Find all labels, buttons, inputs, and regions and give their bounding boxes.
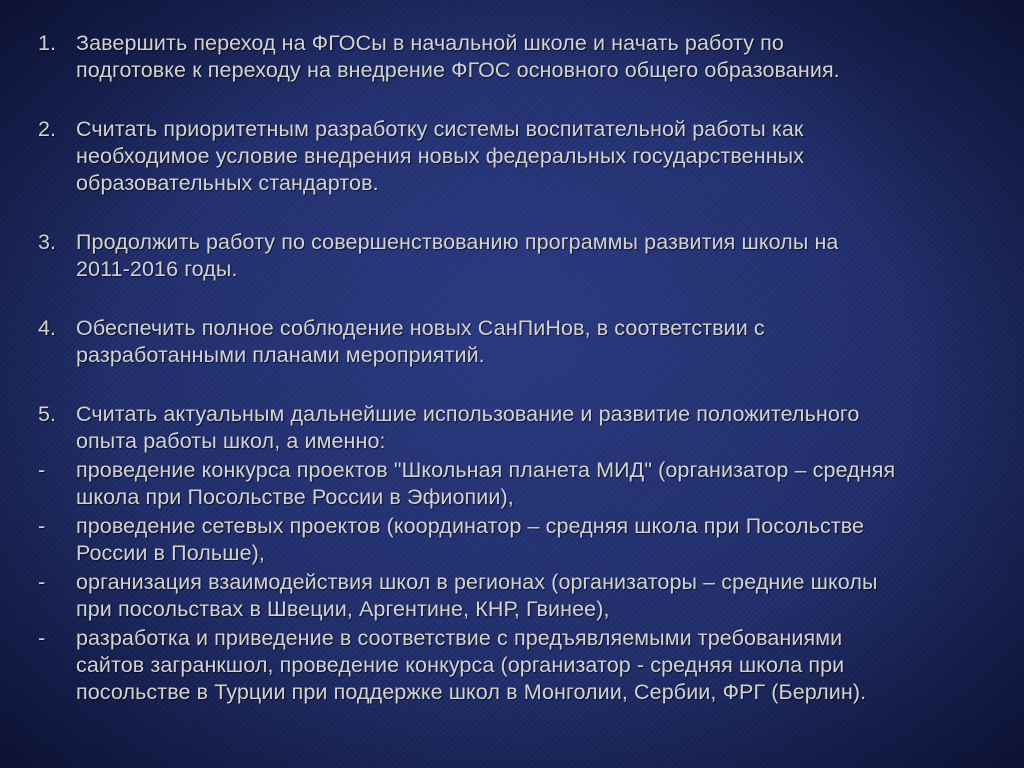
list-item-2-line-3: образовательных стандартов.	[76, 171, 379, 195]
sub-item-dash-2: -	[38, 514, 46, 538]
list-item-2-line-1: Считать приоритетным разработку системы воспитательной работы как	[76, 117, 804, 141]
sub-item-3-line-1: организация взаимодействия школ в регионах (организаторы – средние школы	[76, 570, 878, 594]
list-marker-3: 3.	[38, 230, 57, 254]
sub-item-1-line-1: проведение конкурса проектов "Школьная планета МИД" (организатор – средняя	[76, 458, 896, 482]
sub-item-1	[38, 457, 998, 511]
list-item-4-line-2: разработанными планами мероприятий.	[76, 343, 485, 367]
list-item-4-line-1: Обеспечить полное соблюдение новых СанПиНов, в соответствии с	[76, 316, 765, 340]
list-marker-4: 4.	[38, 316, 57, 340]
list-item-3-line-1: Продолжить работу по совершенствованию программы развития школы на	[76, 230, 839, 254]
sub-item-4	[38, 625, 998, 706]
list-item-2	[38, 116, 998, 197]
sub-item-2-line-2: России в Польше),	[76, 541, 265, 565]
sub-item-4-line-1: разработка и приведение в соответствие с предъявляемыми требованиями	[76, 626, 843, 650]
sub-item-dash-3: -	[38, 570, 46, 594]
sub-item-2-line-1: проведение сетевых проектов (координатор – средняя школа при Посольстве	[76, 514, 865, 538]
list-item-1-line-2: подготовке к переходу на внедрение ФГОС основного общего образования.	[76, 58, 840, 82]
list-item-3	[38, 229, 998, 283]
list-item-1-line-1: Завершить переход на ФГОСы в начальной школе и начать работу по	[76, 31, 784, 55]
list-item-5-line-1: Считать актуальным дальнейшие использование и развитие положительного	[76, 402, 860, 426]
list-item-5	[38, 401, 998, 455]
sub-item-4-line-2: сайтов загранкшол, проведение конкурса (организатор - средняя школа при	[76, 653, 845, 677]
list-marker-2: 2.	[38, 117, 57, 141]
list-item-3-line-2: 2011-2016 годы.	[76, 257, 238, 281]
list-item-2-line-2: необходимое условие внедрения новых федеральных государственных	[76, 144, 805, 168]
sub-item-3	[38, 569, 998, 623]
sub-item-4-line-3: посольстве в Турции при поддержке школ в Монголии, Сербии, ФРГ (Берлин).	[76, 680, 867, 704]
list-item-4	[38, 315, 998, 369]
list-marker-1: 1.	[38, 31, 57, 55]
slide-content	[38, 30, 998, 706]
list-item-1	[38, 30, 998, 84]
sub-item-dash-4: -	[38, 626, 46, 650]
sub-item-dash-1: -	[38, 458, 46, 482]
list-item-5-line-2: опыта работы школ, а именно:	[76, 429, 386, 453]
sub-item-3-line-2: при посольствах в Швеции, Аргентине, КНР, Гвинее),	[76, 597, 610, 621]
list-marker-5: 5.	[38, 402, 57, 426]
sub-item-2	[38, 513, 998, 567]
sub-item-1-line-2: школа при Посольстве России в Эфиопии),	[76, 485, 514, 509]
